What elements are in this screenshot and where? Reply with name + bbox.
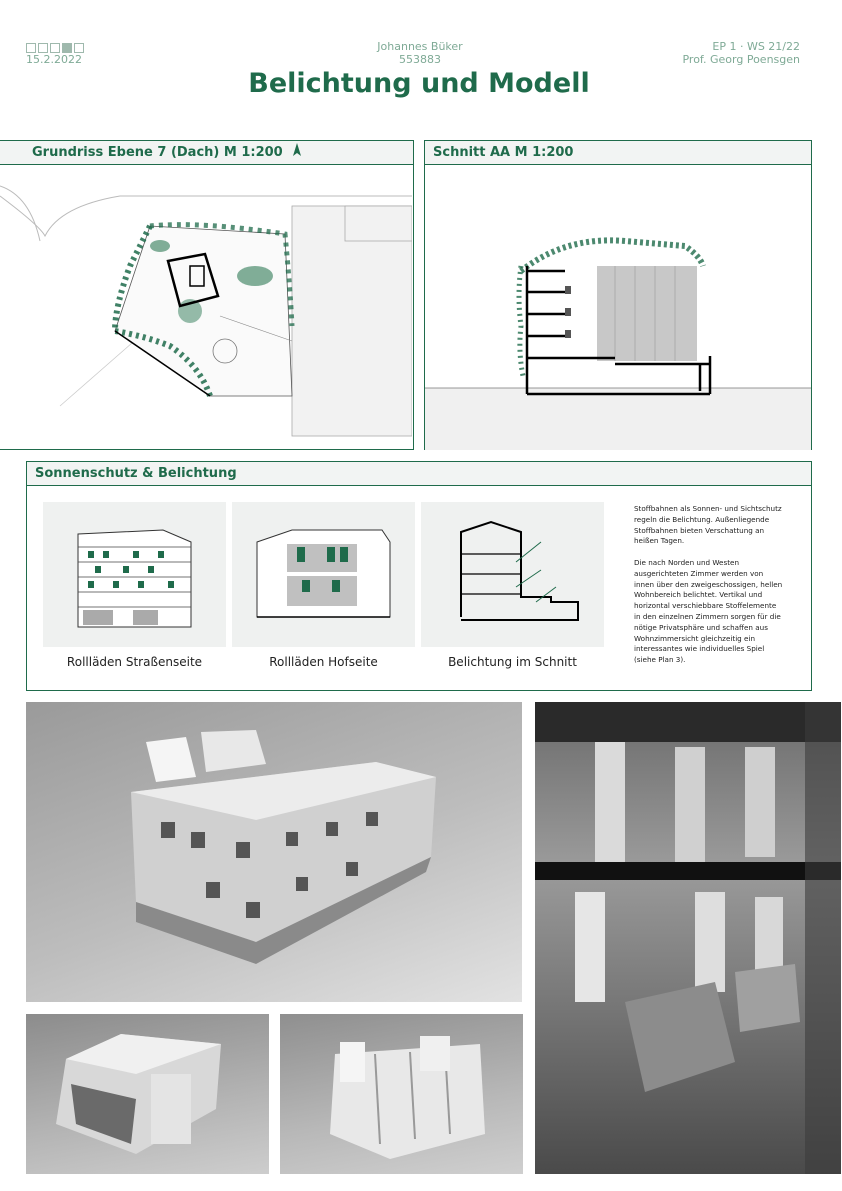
model-interior-drawing: [535, 702, 841, 1174]
sun-protection-text-2: Die nach Norden und Westen ausgerichteten Zimmer werden von innen über den zweigeschossigen, hellen Wohnbereich belichtet. Vertikal und horizontal verschiebbare Stoffelemente in den einzelnen Zimmern sorgen für die nötige Privatsphäre und schaffen aus Wohnzimmersicht gleichzeitig ein interessantes wie individuelles Spiel (siehe Plan 3).: [634, 558, 783, 665]
model-photo-interior: [535, 702, 841, 1174]
street-facade-drawing: [43, 502, 226, 647]
date: 15.2.2022: [26, 53, 82, 66]
model-small-right-drawing: [280, 1014, 523, 1174]
street-facade-card: [43, 502, 226, 647]
model-main-drawing: [26, 702, 522, 1002]
model-small-left-drawing: [26, 1014, 269, 1174]
section-header: [425, 141, 811, 165]
section-light-drawing: [421, 502, 604, 647]
court-facade-card: [232, 502, 415, 647]
floor-plan-title: Grundriss Ebene 7 (Dach) M 1:200: [32, 145, 283, 160]
section-drawing: [425, 166, 811, 450]
section-light-card: [421, 502, 604, 647]
court-facade-drawing: [232, 502, 415, 647]
sun-protection-title: Sonnenschutz & Belichtung: [35, 466, 237, 481]
professor: Prof. Georg Poensgen: [682, 53, 800, 66]
floor-plan-header: [0, 141, 413, 165]
north-arrow-icon: [291, 142, 303, 158]
section-panel: [424, 140, 812, 450]
student-id: 553883: [399, 53, 441, 66]
section-light-caption: Belichtung im Schnitt: [448, 655, 577, 669]
sun-protection-header: [27, 462, 811, 486]
sun-protection-text-1: Stoffbahnen als Sonnen- und Sichtschutz regeln die Belichtung. Außenliegende Stoffbahnen bieten Verschattung an heißen Tagen.: [634, 504, 782, 546]
page-square: [50, 43, 60, 53]
model-photo-small-right: [280, 1014, 523, 1174]
page-square-active: [62, 43, 72, 53]
model-photo-small-left: [26, 1014, 269, 1174]
page-title: Belichtung und Modell: [248, 68, 590, 99]
author: Johannes Büker: [377, 40, 463, 53]
course: EP 1 · WS 21/22: [712, 40, 800, 53]
page-square: [26, 43, 36, 53]
model-photo-main: [26, 702, 522, 1002]
page-square: [38, 43, 48, 53]
section-title: Schnitt AA M 1:200: [433, 145, 574, 160]
page-square: [74, 43, 84, 53]
floor-plan-drawing: [0, 166, 412, 450]
court-facade-caption: Rollläden Hofseite: [269, 655, 378, 669]
street-facade-caption: Rollläden Straßenseite: [66, 655, 203, 669]
floor-plan-panel: [0, 140, 414, 450]
